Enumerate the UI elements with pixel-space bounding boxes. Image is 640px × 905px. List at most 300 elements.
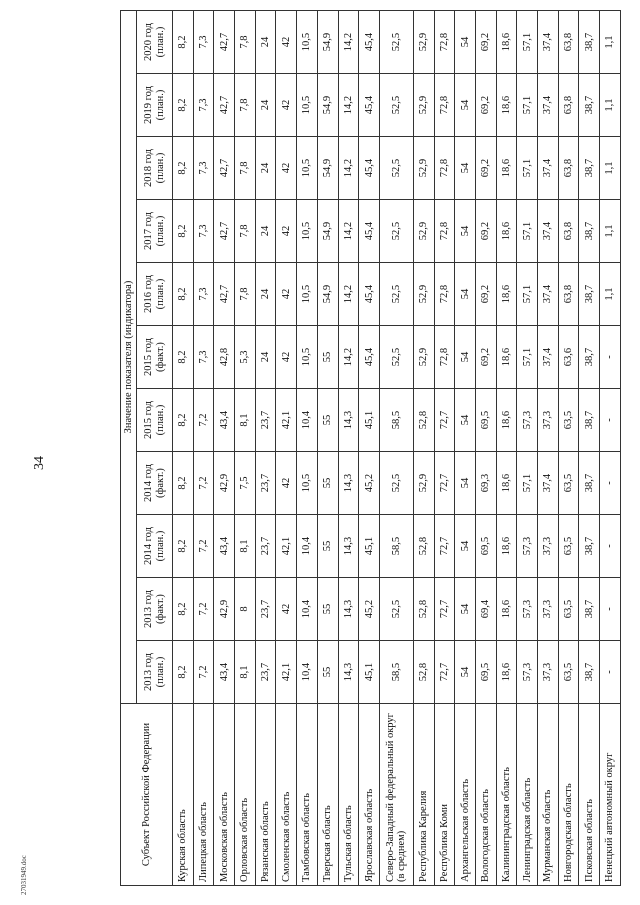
value-cell: 54,9 [317,137,338,200]
value-cell: 8,2 [173,137,194,200]
value-cell: 42,7 [214,200,235,263]
value-cell: 18,6 [496,200,517,263]
value-cell: 37,3 [538,578,559,641]
value-cell: - [600,515,621,578]
column-year: 2015 год [142,401,154,439]
value-cell: 42,7 [214,137,235,200]
column-year: 2018 год [142,149,154,187]
subject-name [214,704,235,886]
value-cell: 18,6 [496,137,517,200]
value-cell: 63,8 [558,74,579,137]
value-cell: 7,5 [235,452,256,515]
value-cell: 38,7 [579,263,600,326]
value-cell: 42,7 [214,10,235,73]
value-cell: 54 [455,389,476,452]
value-cell: 7,3 [193,137,214,200]
column-year: 2013 год [142,653,154,691]
column-header [137,452,173,515]
table-row [359,10,380,885]
value-cell: 23,7 [255,641,276,704]
value-cell: 57,1 [517,74,538,137]
value-cell: 7,2 [193,389,214,452]
table-row [455,10,476,885]
value-cell: 18,6 [496,263,517,326]
value-cell: 45,2 [359,452,380,515]
table-row [338,10,359,885]
column-year: 2014 год [142,464,154,502]
column-header [137,641,173,704]
subject-name-line: Калининградская область [500,767,512,882]
subject-name [193,704,214,886]
value-cell: 72,7 [434,641,455,704]
value-cell: 54 [455,200,476,263]
value-cell: 54,9 [317,10,338,73]
value-cell: 37,4 [538,326,559,389]
column-header [137,389,173,452]
value-cell: 52,9 [413,326,434,389]
subject-name-line: Вологодская область [480,789,492,882]
value-cell: 72,8 [434,137,455,200]
value-cell: 55 [317,326,338,389]
column-kind: (план.) [154,404,166,436]
value-cell: 52,5 [379,137,413,200]
value-cell: 10,4 [297,515,318,578]
column-kind: (план.) [154,656,166,688]
value-cell: 58,5 [379,389,413,452]
value-cell: 42,7 [214,74,235,137]
value-cell: 43,4 [214,389,235,452]
table-row [173,10,194,885]
value-cell: 8,1 [235,641,256,704]
value-cell: 18,6 [496,326,517,389]
column-year: 2014 год [142,527,154,565]
subject-name-line: Смоленская область [280,791,292,882]
value-cell: 38,7 [579,578,600,641]
value-cell: 42 [276,263,297,326]
column-kind: (план.) [154,530,166,562]
value-cell: 72,7 [434,515,455,578]
value-cell: 18,6 [496,578,517,641]
column-year: 2015 год [142,338,154,376]
subject-name-line: Ленинградская область [521,777,533,882]
value-cell: 42,1 [276,389,297,452]
column-year: 2019 год [142,86,154,124]
subject-name [517,704,538,886]
value-cell: 1,1 [600,10,621,73]
value-cell: 72,8 [434,74,455,137]
subject-name [600,704,621,886]
value-cell: 10,4 [297,389,318,452]
value-cell: 1,1 [600,263,621,326]
value-cell: 38,7 [579,452,600,515]
value-cell: 63,5 [558,641,579,704]
value-cell: 63,5 [558,578,579,641]
column-header [137,10,173,73]
subject-name [413,704,434,886]
value-cell: 63,8 [558,263,579,326]
subject-name [276,704,297,886]
value-cell: 38,7 [579,10,600,73]
value-cell: 72,8 [434,326,455,389]
subject-name [379,704,413,886]
value-cell: 45,4 [359,326,380,389]
subject-name [434,704,455,886]
value-cell: 54,9 [317,263,338,326]
value-cell: 69,5 [475,641,496,704]
table-row [600,10,621,885]
subject-name-line: Ярославская область [363,788,375,882]
column-header [137,326,173,389]
value-cell: 63,8 [558,10,579,73]
value-cell: 14,2 [338,10,359,73]
value-cell: 54 [455,515,476,578]
value-cell: 8,2 [173,515,194,578]
value-cell: 45,1 [359,641,380,704]
subject-name-line: Республика Карелия [418,790,430,882]
value-cell: 14,3 [338,389,359,452]
value-cell: 8,2 [173,10,194,73]
value-cell: 57,3 [517,641,538,704]
value-cell: 37,3 [538,515,559,578]
table-row [317,10,338,885]
value-cell: 24 [255,137,276,200]
value-cell: - [600,452,621,515]
table-row [413,10,434,885]
value-cell: 38,7 [579,326,600,389]
value-cell: 72,7 [434,389,455,452]
value-cell: 52,9 [413,74,434,137]
value-cell: 69,4 [475,578,496,641]
value-cell: 54 [455,10,476,73]
value-cell: 7,3 [193,263,214,326]
value-cell: 57,3 [517,389,538,452]
group-header: Значение показателя (индикатора) [121,10,137,703]
value-cell: 63,6 [558,326,579,389]
value-cell: 63,5 [558,389,579,452]
value-cell: 72,7 [434,578,455,641]
value-cell: 10,5 [297,326,318,389]
subject-name-line: Ненецкий автономный округ [604,752,616,882]
column-header [137,578,173,641]
value-cell: 1,1 [600,74,621,137]
value-cell: 57,1 [517,137,538,200]
value-cell: 52,5 [379,263,413,326]
subject-name-line: Тамбовская область [301,793,313,882]
value-cell: 43,4 [214,641,235,704]
subject-name-line: Курская область [177,809,189,882]
value-cell: 24 [255,74,276,137]
value-cell: 52,9 [413,200,434,263]
value-cell: 38,7 [579,389,600,452]
value-cell: 5,3 [235,326,256,389]
value-cell: 10,5 [297,263,318,326]
value-cell: 8,1 [235,389,256,452]
value-cell: 69,2 [475,200,496,263]
value-cell: 45,4 [359,74,380,137]
subject-name-line: Орловская область [239,797,251,882]
value-cell: 18,6 [496,452,517,515]
value-cell: 8,2 [173,578,194,641]
value-cell: 7,3 [193,200,214,263]
subject-name-line: Тверская область [322,805,334,882]
value-cell: 1,1 [600,200,621,263]
value-cell: 45,2 [359,578,380,641]
value-cell: 24 [255,10,276,73]
value-cell: 63,8 [558,137,579,200]
column-header [137,74,173,137]
value-cell: 7,8 [235,263,256,326]
subject-name-line: Московская область [218,792,230,882]
value-cell: 8,2 [173,452,194,515]
subject-name-line: Республика Коми [438,804,450,882]
value-cell: 54 [455,452,476,515]
value-cell: 38,7 [579,515,600,578]
subject-name [317,704,338,886]
value-cell: 58,5 [379,641,413,704]
column-kind: (план.) [154,152,166,184]
subject-name [173,704,194,886]
value-cell: 54,9 [317,200,338,263]
rotated-table-container [120,11,616,886]
value-cell: 37,4 [538,452,559,515]
table-row [214,10,235,885]
subject-name [235,704,256,886]
value-cell: 24 [255,200,276,263]
value-cell: 42,8 [214,326,235,389]
value-cell: 37,4 [538,74,559,137]
value-cell: - [600,389,621,452]
value-cell: 54 [455,137,476,200]
table-row [517,10,538,885]
column-year: 2016 год [142,275,154,313]
value-cell: 54 [455,326,476,389]
value-cell: 72,7 [434,452,455,515]
value-cell: - [600,578,621,641]
value-cell: 52,8 [413,389,434,452]
value-cell: 45,4 [359,263,380,326]
value-cell: 37,3 [538,641,559,704]
value-cell: 54,9 [317,74,338,137]
value-cell: 52,5 [379,74,413,137]
value-cell: 42 [276,452,297,515]
table-row [496,10,517,885]
column-header [137,137,173,200]
value-cell: 18,6 [496,389,517,452]
value-cell: 14,2 [338,74,359,137]
value-cell: 42 [276,200,297,263]
subject-name-line: (в среднем) [396,830,408,882]
subject-header: Субъект Российской Федерации [121,704,173,886]
column-kind: (факт.) [154,594,166,624]
subject-name-line: Новгородская область [563,783,575,882]
value-cell: 7,8 [235,200,256,263]
table-row [379,10,413,885]
value-cell: - [600,641,621,704]
value-cell: 10,5 [297,137,318,200]
value-cell: 45,4 [359,137,380,200]
column-header [137,263,173,326]
page-number: 34 [32,456,47,470]
value-cell: 38,7 [579,200,600,263]
subject-name-line: Тульская область [342,805,354,882]
value-cell: 54 [455,578,476,641]
value-cell: 69,2 [475,326,496,389]
value-cell: 23,7 [255,452,276,515]
value-cell: 42 [276,326,297,389]
value-cell: 8,2 [173,641,194,704]
value-cell: 52,5 [379,326,413,389]
value-cell: 42 [276,578,297,641]
subject-name-line: Мурманская область [542,789,554,882]
value-cell: 18,6 [496,74,517,137]
value-cell: 8 [235,578,256,641]
value-cell: 54 [455,74,476,137]
value-cell: 8,2 [173,326,194,389]
value-cell: 57,1 [517,10,538,73]
value-cell: 23,7 [255,389,276,452]
value-cell: 14,3 [338,452,359,515]
value-cell: 24 [255,263,276,326]
subject-name [255,704,276,886]
table-row [193,10,214,885]
subject-name-line: Архангельская область [459,778,471,882]
value-cell: 7,8 [235,10,256,73]
value-cell: 55 [317,452,338,515]
value-cell: 58,5 [379,515,413,578]
value-cell: 1,1 [600,137,621,200]
value-cell: 69,3 [475,452,496,515]
value-cell: 52,8 [413,641,434,704]
table-row [255,10,276,885]
value-cell: 23,7 [255,578,276,641]
subject-name [538,704,559,886]
value-cell: 42 [276,10,297,73]
value-cell: 54 [455,641,476,704]
value-cell: 52,9 [413,263,434,326]
value-cell: 52,5 [379,578,413,641]
subject-name-line: Псковская область [583,799,595,882]
value-cell: 52,9 [413,452,434,515]
value-cell: 57,3 [517,515,538,578]
value-cell: 23,7 [255,515,276,578]
value-cell: 10,5 [297,74,318,137]
value-cell: 42 [276,74,297,137]
subject-name [455,704,476,886]
value-cell: 69,2 [475,10,496,73]
value-cell: 52,9 [413,10,434,73]
value-cell: 55 [317,515,338,578]
column-year: 2013 год [142,590,154,628]
value-cell: 10,5 [297,200,318,263]
subject-name [475,704,496,886]
column-kind: (план.) [154,215,166,247]
value-cell: 10,4 [297,578,318,641]
subject-name [338,704,359,886]
value-cell: 52,8 [413,578,434,641]
value-cell: 42,1 [276,641,297,704]
subject-name-line: Северо-Западный федеральный округ [385,713,397,882]
value-cell: 8,2 [173,389,194,452]
value-cell: 14,3 [338,641,359,704]
column-kind: (план.) [154,278,166,310]
value-cell: 57,1 [517,452,538,515]
value-cell: 7,3 [193,10,214,73]
value-cell: 7,8 [235,74,256,137]
value-cell: 52,8 [413,515,434,578]
value-cell: 8,2 [173,74,194,137]
table-row [579,10,600,885]
value-cell: 10,5 [297,10,318,73]
value-cell: 54 [455,263,476,326]
value-cell: 14,3 [338,578,359,641]
value-cell: 69,5 [475,389,496,452]
value-cell: 18,6 [496,515,517,578]
value-cell: 7,8 [235,137,256,200]
value-cell: 63,8 [558,200,579,263]
value-cell: 45,4 [359,10,380,73]
value-cell: 69,2 [475,74,496,137]
value-cell: 14,2 [338,200,359,263]
value-cell: 37,4 [538,10,559,73]
value-cell: 10,5 [297,452,318,515]
subject-name [359,704,380,886]
value-cell: 69,2 [475,137,496,200]
value-cell: 69,5 [475,515,496,578]
value-cell: 18,6 [496,10,517,73]
table-row [538,10,559,885]
value-cell: 57,3 [517,578,538,641]
value-cell: 8,2 [173,263,194,326]
value-cell: 57,1 [517,326,538,389]
value-cell: 38,7 [579,137,600,200]
value-cell: 24 [255,326,276,389]
value-cell: 45,4 [359,200,380,263]
value-cell: 38,7 [579,641,600,704]
value-cell: 37,4 [538,137,559,200]
value-cell: - [600,326,621,389]
value-cell: 42,9 [214,452,235,515]
value-cell: 55 [317,578,338,641]
subject-name [558,704,579,886]
subject-name-line: Рязанская область [260,801,272,882]
subject-name-line: Липецкая область [198,802,210,882]
value-cell: 10,4 [297,641,318,704]
value-cell: 55 [317,641,338,704]
value-cell: 52,5 [379,10,413,73]
value-cell: 55 [317,389,338,452]
value-cell: 37,3 [538,389,559,452]
column-header [137,515,173,578]
value-cell: 42,7 [214,263,235,326]
value-cell: 37,4 [538,200,559,263]
subject-name [297,704,318,886]
value-cell: 38,7 [579,74,600,137]
value-cell: 45,1 [359,515,380,578]
value-cell: 7,2 [193,641,214,704]
value-cell: 52,5 [379,200,413,263]
value-cell: 52,9 [413,137,434,200]
value-cell: 69,2 [475,263,496,326]
value-cell: 37,4 [538,263,559,326]
table-row [235,10,256,885]
table-row [475,10,496,885]
document-id: 27031949.doc [20,855,28,895]
value-cell: 18,6 [496,641,517,704]
value-cell: 45,1 [359,389,380,452]
value-cell: 57,1 [517,263,538,326]
value-cell: 14,3 [338,515,359,578]
value-cell: 14,2 [338,326,359,389]
